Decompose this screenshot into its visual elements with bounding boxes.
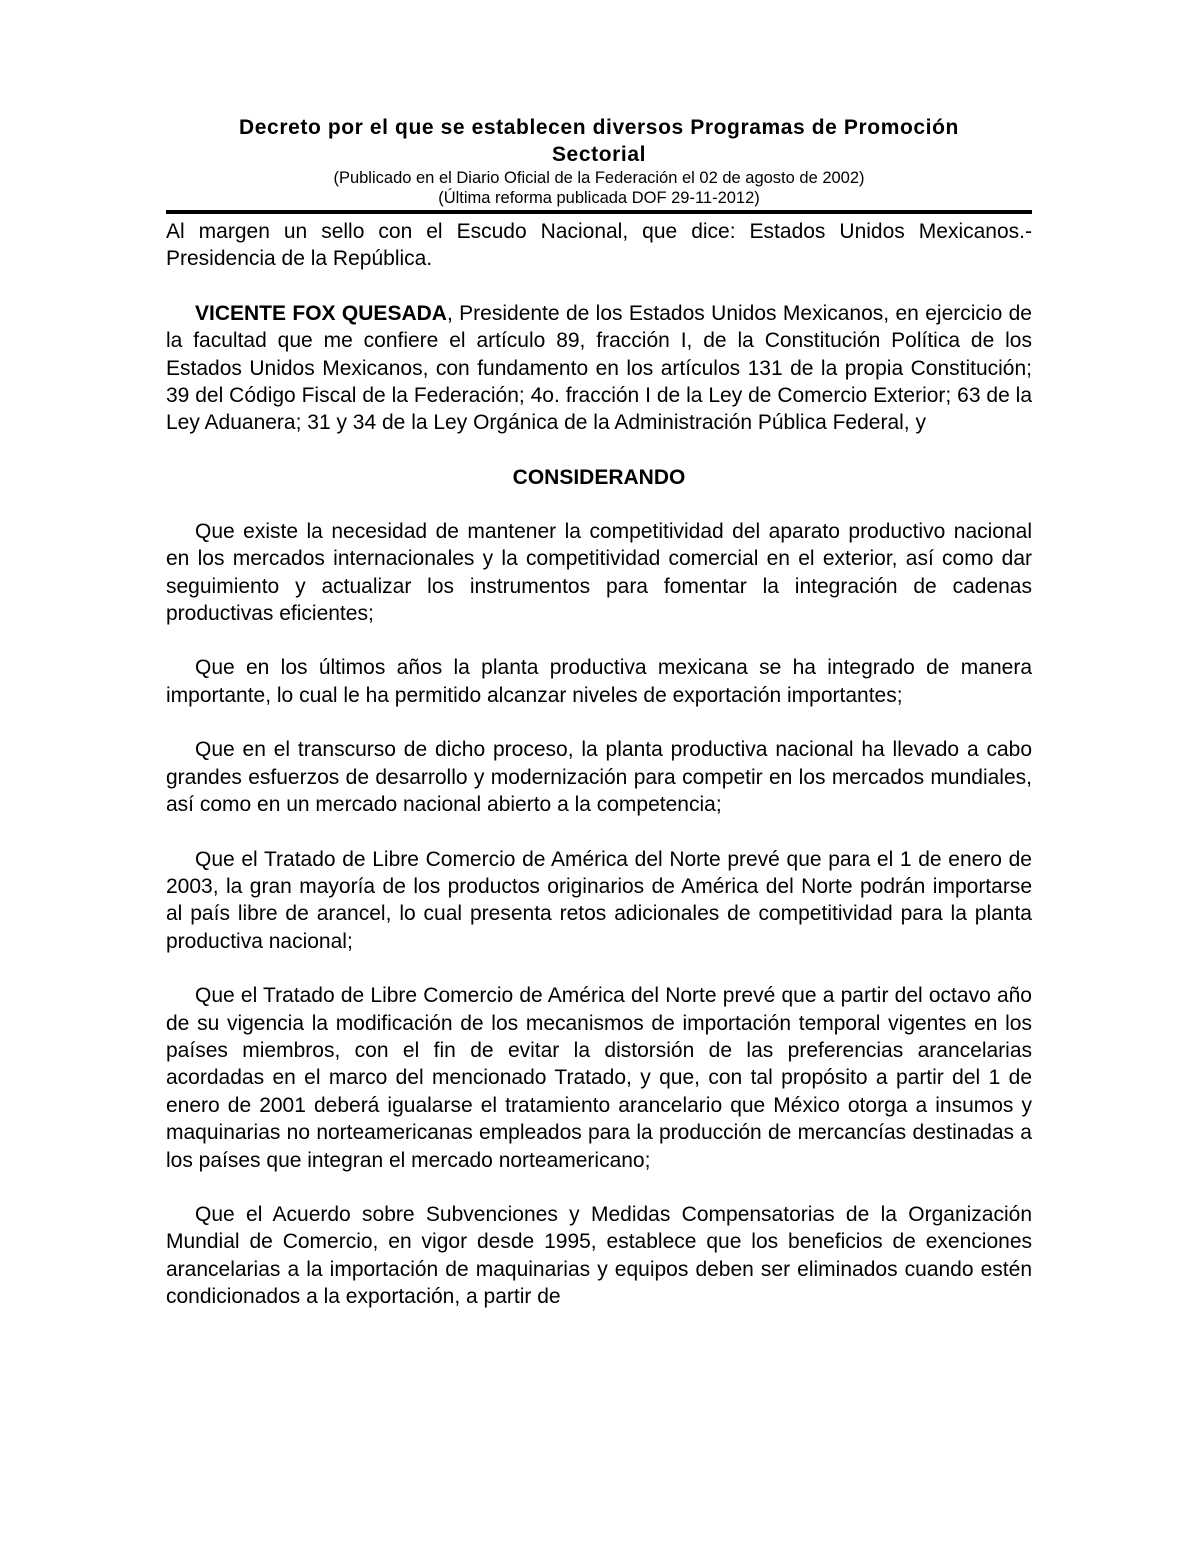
header-divider: [166, 210, 1032, 214]
decree-paragraph: [166, 300, 1032, 437]
considerando-paragraph: Que en los últimos años la planta productiva mexicana se ha integrado de manera importante, lo cual le ha permitido alcanzar niveles de exportación importantes;: [166, 656, 1032, 707]
considerando-paragraph: Que el Tratado de Libre Comercio de América del Norte prevé que para el 1 de enero de 2003, la gran mayoría de los productos originarios de América del Norte podrán importarse al país libre de arancel, lo cual presenta retos adicionales de competitividad para la planta productiva nacional;: [166, 847, 1032, 953]
publication-note: (Publicado en el Diario Oficial de la Federación el 02 de agosto de 2002): [333, 169, 865, 187]
considerando-paragraph: Que el Acuerdo sobre Subvenciones y Medidas Compensatorias de la Organización Mundial de Comercio, en vigor desde 1995, establece que los beneficios de exenciones arancelarias a la importación de maquinarias y equipos deben ser eliminados cuando estén condicionados a la exportación, a partir de: [166, 1202, 1032, 1309]
considerando-paragraph: Que en el transcurso de dicho proceso, la planta productiva nacional ha llevado a cabo grandes esfuerzos de desarrollo y modernización para competir en los mercados mundiales, así como en un mercado nacional abierto a la competencia;: [166, 738, 1032, 817]
document-page: [166, 114, 1032, 1338]
last-reform-note: (Última reforma publicada DOF 29-11-2012): [438, 189, 760, 207]
section-heading: CONSIDERANDO: [512, 465, 686, 489]
document-title-line-1: Decreto por el que se establecen diversos Programas de Promoción: [239, 116, 959, 139]
considerando-paragraph: Que el Tratado de Libre Comercio de América del Norte prevé que a partir del octavo año de su vigencia la modificación de los mecanismos de importación temporal vigentes en los países miembros, con el fin de evitar la distorsión de las preferencias arancelarias acordadas en el marco del mencionado Tratado, y que, con tal propósito a partir del 1 de enero de 2001 deberá igualarse el tratamiento arancelario que México otorga a insumos y maquinarias no norteamericanas empleados para la producción de mercancías destinadas a los países que integran el mercado norteamericano;: [166, 984, 1032, 1172]
president-name: VICENTE FOX QUESADA: [195, 301, 447, 325]
considerando-paragraph: Que existe la necesidad de mantener la competitividad del aparato productivo nacional en los mercados internacionales y la competitividad comercial en el exterior, así como dar seguimiento y actualizar los instrumentos para fomentar la integración de cadenas productivas eficientes;: [166, 519, 1032, 626]
document-header: [166, 114, 1032, 214]
document-title: [166, 114, 1032, 168]
document-title-line-2: Sectorial: [551, 143, 647, 166]
intro-paragraph: Al margen un sello con el Escudo Nacional, que dice: Estados Unidos Mexicanos.- Presidencia de la República.: [166, 220, 1032, 271]
decree-text: , Presidente de los Estados Unidos Mexicanos, en ejercicio de la facultad que me confiere el artículo 89, fracción I, de la Constitución Política de los Estados Unidos Mexicanos, con fundamento en los artículos 131 de la propia Constitución; 39 del Código Fiscal de la Federación; 4o. fracción I de la Ley de Comercio Exterior; 63 de la Ley Aduanera; 31 y 34 de la Ley Orgánica de la Administración Pública Federal, y: [166, 301, 1032, 435]
